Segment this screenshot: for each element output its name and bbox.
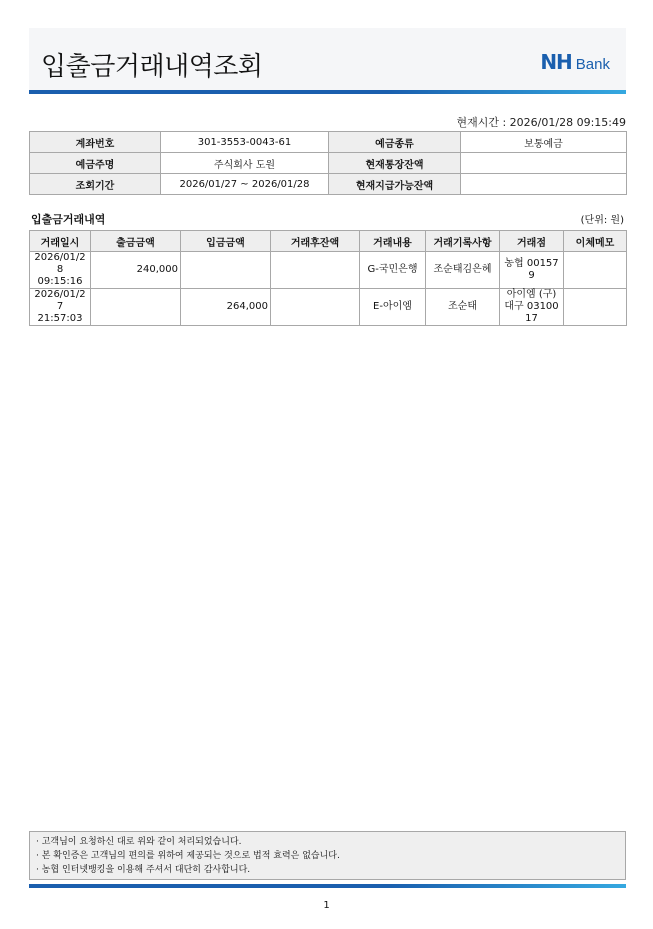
account-info-table (29, 131, 627, 195)
footer-notes (29, 831, 626, 880)
owner-label: 예금주명 (30, 153, 161, 174)
account-no-label: 계좌번호 (30, 132, 161, 153)
nh-bank-logo (540, 50, 610, 74)
header-divider (29, 90, 626, 94)
cell-branch: 농협 001579 (500, 252, 564, 289)
balance-value (461, 153, 627, 174)
cell-branch: 아이엠 (구)대구 0310017 (500, 289, 564, 326)
cell-time: 21:57:03 (37, 313, 83, 324)
cell-date: 2026/01/28 (34, 252, 86, 275)
balance-label: 현재통장잔액 (329, 153, 461, 174)
section-title: 입출금거래내역 (31, 213, 106, 226)
available-label: 현재지급가능잔액 (329, 174, 461, 195)
cell-record: 조순태김은혜 (426, 252, 500, 289)
footer-note: · 고객님이 요청하신 대로 위와 같이 처리되었습니다. (36, 837, 242, 847)
col-header-balance: 거래후잔액 (271, 231, 360, 252)
col-header-withdraw: 출금금액 (91, 231, 181, 252)
cell-content: G-국민은행 (360, 252, 426, 289)
page-number: 1 (323, 900, 330, 911)
table-row (30, 252, 627, 289)
logo-bank-text: Bank (575, 56, 610, 73)
unit-label: (단위: 원) (580, 215, 624, 226)
col-header-datetime: 거래일시 (30, 231, 91, 252)
table-row (30, 289, 627, 326)
available-value (461, 174, 627, 195)
cell-balance (271, 252, 360, 289)
cell-time: 09:15:16 (37, 276, 83, 287)
deposit-type-value: 보통예금 (461, 132, 627, 153)
current-time: 현재시간 : 2026/01/28 09:15:49 (456, 116, 626, 129)
cell-date: 2026/01/27 (34, 289, 86, 312)
page-title: 입출금거래내역조회 (41, 52, 263, 82)
info-row (30, 153, 627, 174)
period-label: 조회기간 (30, 174, 161, 195)
col-header-deposit: 입금금액 (181, 231, 271, 252)
owner-value: 주식회사 도원 (161, 153, 329, 174)
cell-datetime (30, 252, 91, 289)
info-row (30, 132, 627, 153)
period-value: 2026/01/27 ~ 2026/01/28 (161, 174, 329, 195)
footer-note: · 농협 인터넷뱅킹을 이용해 주셔서 대단히 감사합니다. (36, 865, 251, 875)
cell-deposit (181, 252, 271, 289)
footer-note: · 본 확인증은 고객님의 편의를 위하여 제공되는 것으로 법적 효력은 없습니다. (36, 851, 340, 861)
table-header-row (30, 231, 627, 252)
logo-nh-text: NH (540, 50, 572, 74)
page-header (29, 28, 626, 90)
cell-deposit: 264,000 (181, 289, 271, 326)
deposit-type-label: 예금종류 (329, 132, 461, 153)
info-row (30, 174, 627, 195)
cell-memo (564, 252, 627, 289)
col-header-content: 거래내용 (360, 231, 426, 252)
cell-memo (564, 289, 627, 326)
col-header-branch: 거래점 (500, 231, 564, 252)
cell-withdraw: 240,000 (91, 252, 181, 289)
cell-content: E-아이엠 (360, 289, 426, 326)
cell-record: 조순태 (426, 289, 500, 326)
col-header-record: 거래기록사항 (426, 231, 500, 252)
account-no-value: 301-3553-0043-61 (161, 132, 329, 153)
footer-divider (29, 884, 626, 888)
transaction-table (29, 230, 627, 326)
cell-datetime (30, 289, 91, 326)
col-header-memo: 이체메모 (564, 231, 627, 252)
cell-withdraw (91, 289, 181, 326)
cell-balance (271, 289, 360, 326)
